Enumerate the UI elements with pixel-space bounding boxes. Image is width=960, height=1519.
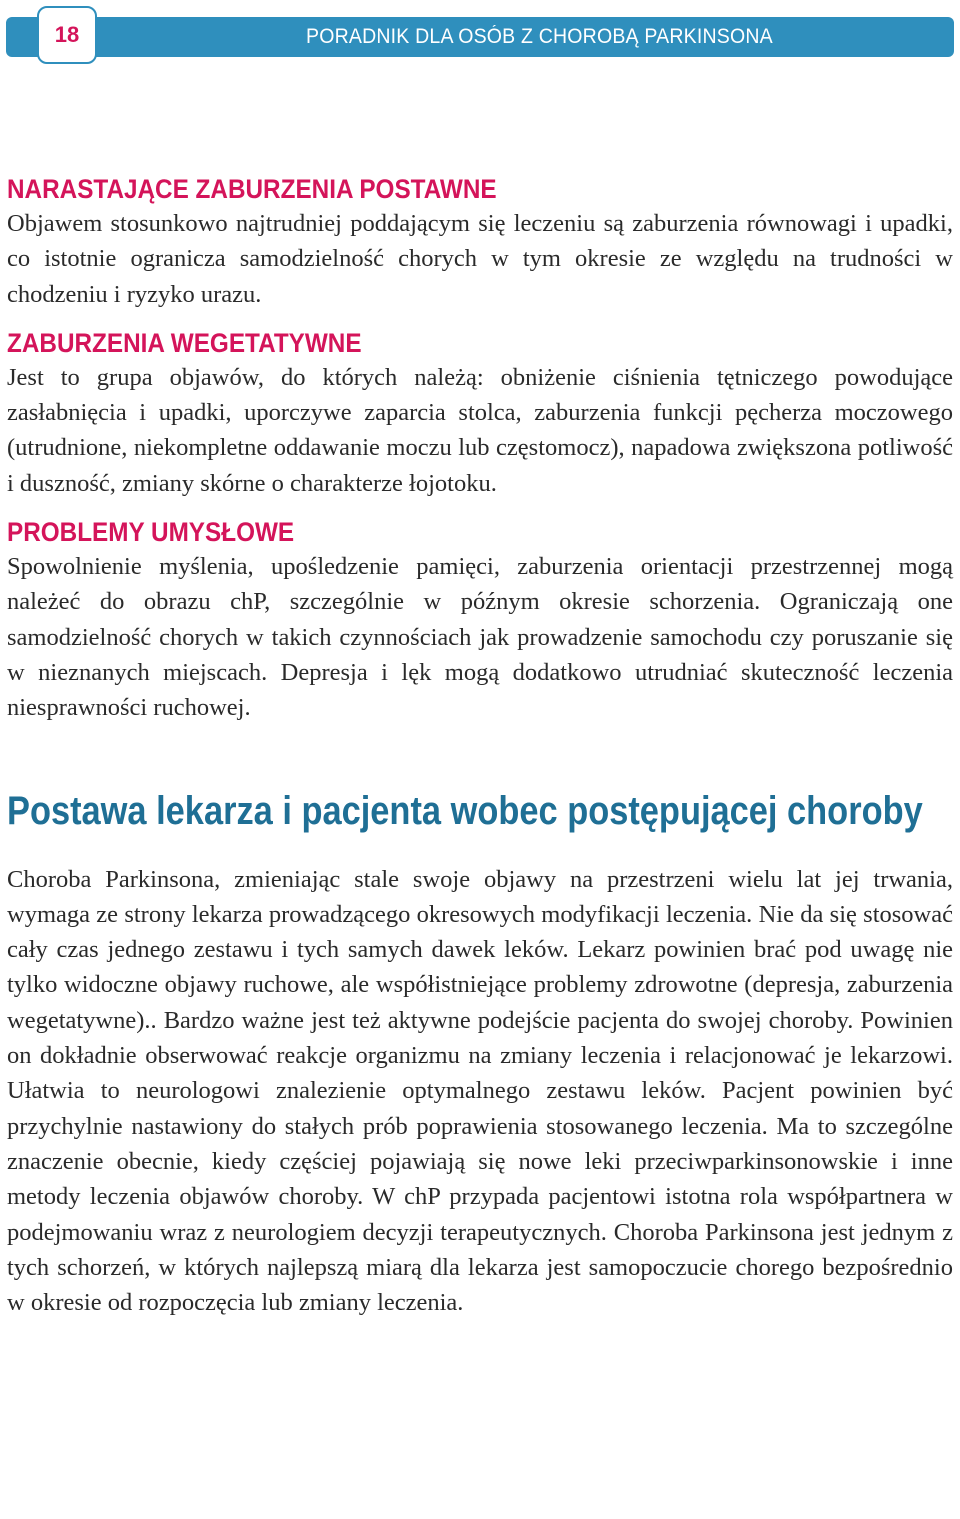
section-heading-mental-problems: PROBLEMY UMYSŁOWE [7,517,295,548]
page-content [7,172,953,1320]
chapter-body: Choroba Parkinsona, zmieniając stale swoje objawy na przestrzeni wielu lat jej trwania, wymaga ze strony lekarza prowadzącego okresowych modyfikacji leczenia. Nie da się stosować cały czas jednego zestawu i tych samych dawek leków. Lekarz powinien brać pod uwagę nie tylko widoczne objawy ruchowe, ale współistniejące problemy zdrowotne (depresja, zaburzenia wegetatywne).. Bardzo ważne jest też aktywne podejście pacjenta do swojej choroby. Powinien on dokładnie obserwować reakcje organizmu na zmiany leczenia i relacjonować je lekarzowi. Ułatwia to neurologowi znalezienie optymalnego zestawu leków. Pacjent powinien być przychylnie nastawiony do stałych prób poprawienia stosowanego leczenia. Ma to szczególne znaczenie obecnie, kiedy częściej pojawiają się nowe leki przeciwparkinsonowskie i inne metody leczenia objawów choroby. W chP przypada pacjentowi istotna rola współpartnera w podejmowaniu wraz z neurologiem decyzji terapeutycznych. Choroba Parkinsona jest jednym z tych schorzeń, w których najlepszą miarą dla lekarza jest samopoczucie chorego bezpośrednio w okresie od rozpoczęcia lub zmiany leczenia. [7,865,953,1317]
page-number: 18 [37,6,97,64]
page-header-bar [6,17,954,57]
running-title: PORADNIK DLA OSÓB Z CHOROBĄ PARKINSONA [306,25,773,48]
section-heading-autonomic-disorders: ZABURZENIA WEGETATYWNE [7,327,362,358]
section-body-postural-disorders: Objawem stosunkowo najtrudniej poddającym się leczeniu są zaburzenia równowagi i upadki, co istotnie ogranicza samodzielność chorych w tym okresie ze względu na trudności w chodzeniu i ryzyko urazu. [7,210,953,308]
section-heading-postural-disorders: NARASTAJĄCE ZABURZENIA POSTAWNE [7,174,497,204]
section-body-mental-problems: Spowolnienie myślenia, upośledzenie pamięci, zaburzenia orientacji przestrzennej mogą należeć do obrazu chP, szczególnie w późnym okresie schorzenia. Ograniczają one samodzielność chorych w takich czynnościach jak prowadzenie samochodu czy poruszanie się w nieznanych miejscach. Depresja i lęk mogą dodatkowo utrudniać skuteczność leczenia niesprawności ruchowej. [7,553,953,722]
section-body-autonomic-disorders: Jest to grupa objawów, do których należą: obniżenie ciśnienia tętniczego powodujące zasłabnięcia i upadki, uporczywe zaparcia stolca, zaburzenia funkcji pęcherza moczowego (utrudnione, niekompletne oddawanie moczu lub częstomocz), napadowa zwiększona potliwość i duszność, zmiany skórne o charakterze łojotoku. [7,363,953,497]
chapter-heading: Postawa lekarza i pacjenta wobec postępującej choroby [7,788,923,833]
